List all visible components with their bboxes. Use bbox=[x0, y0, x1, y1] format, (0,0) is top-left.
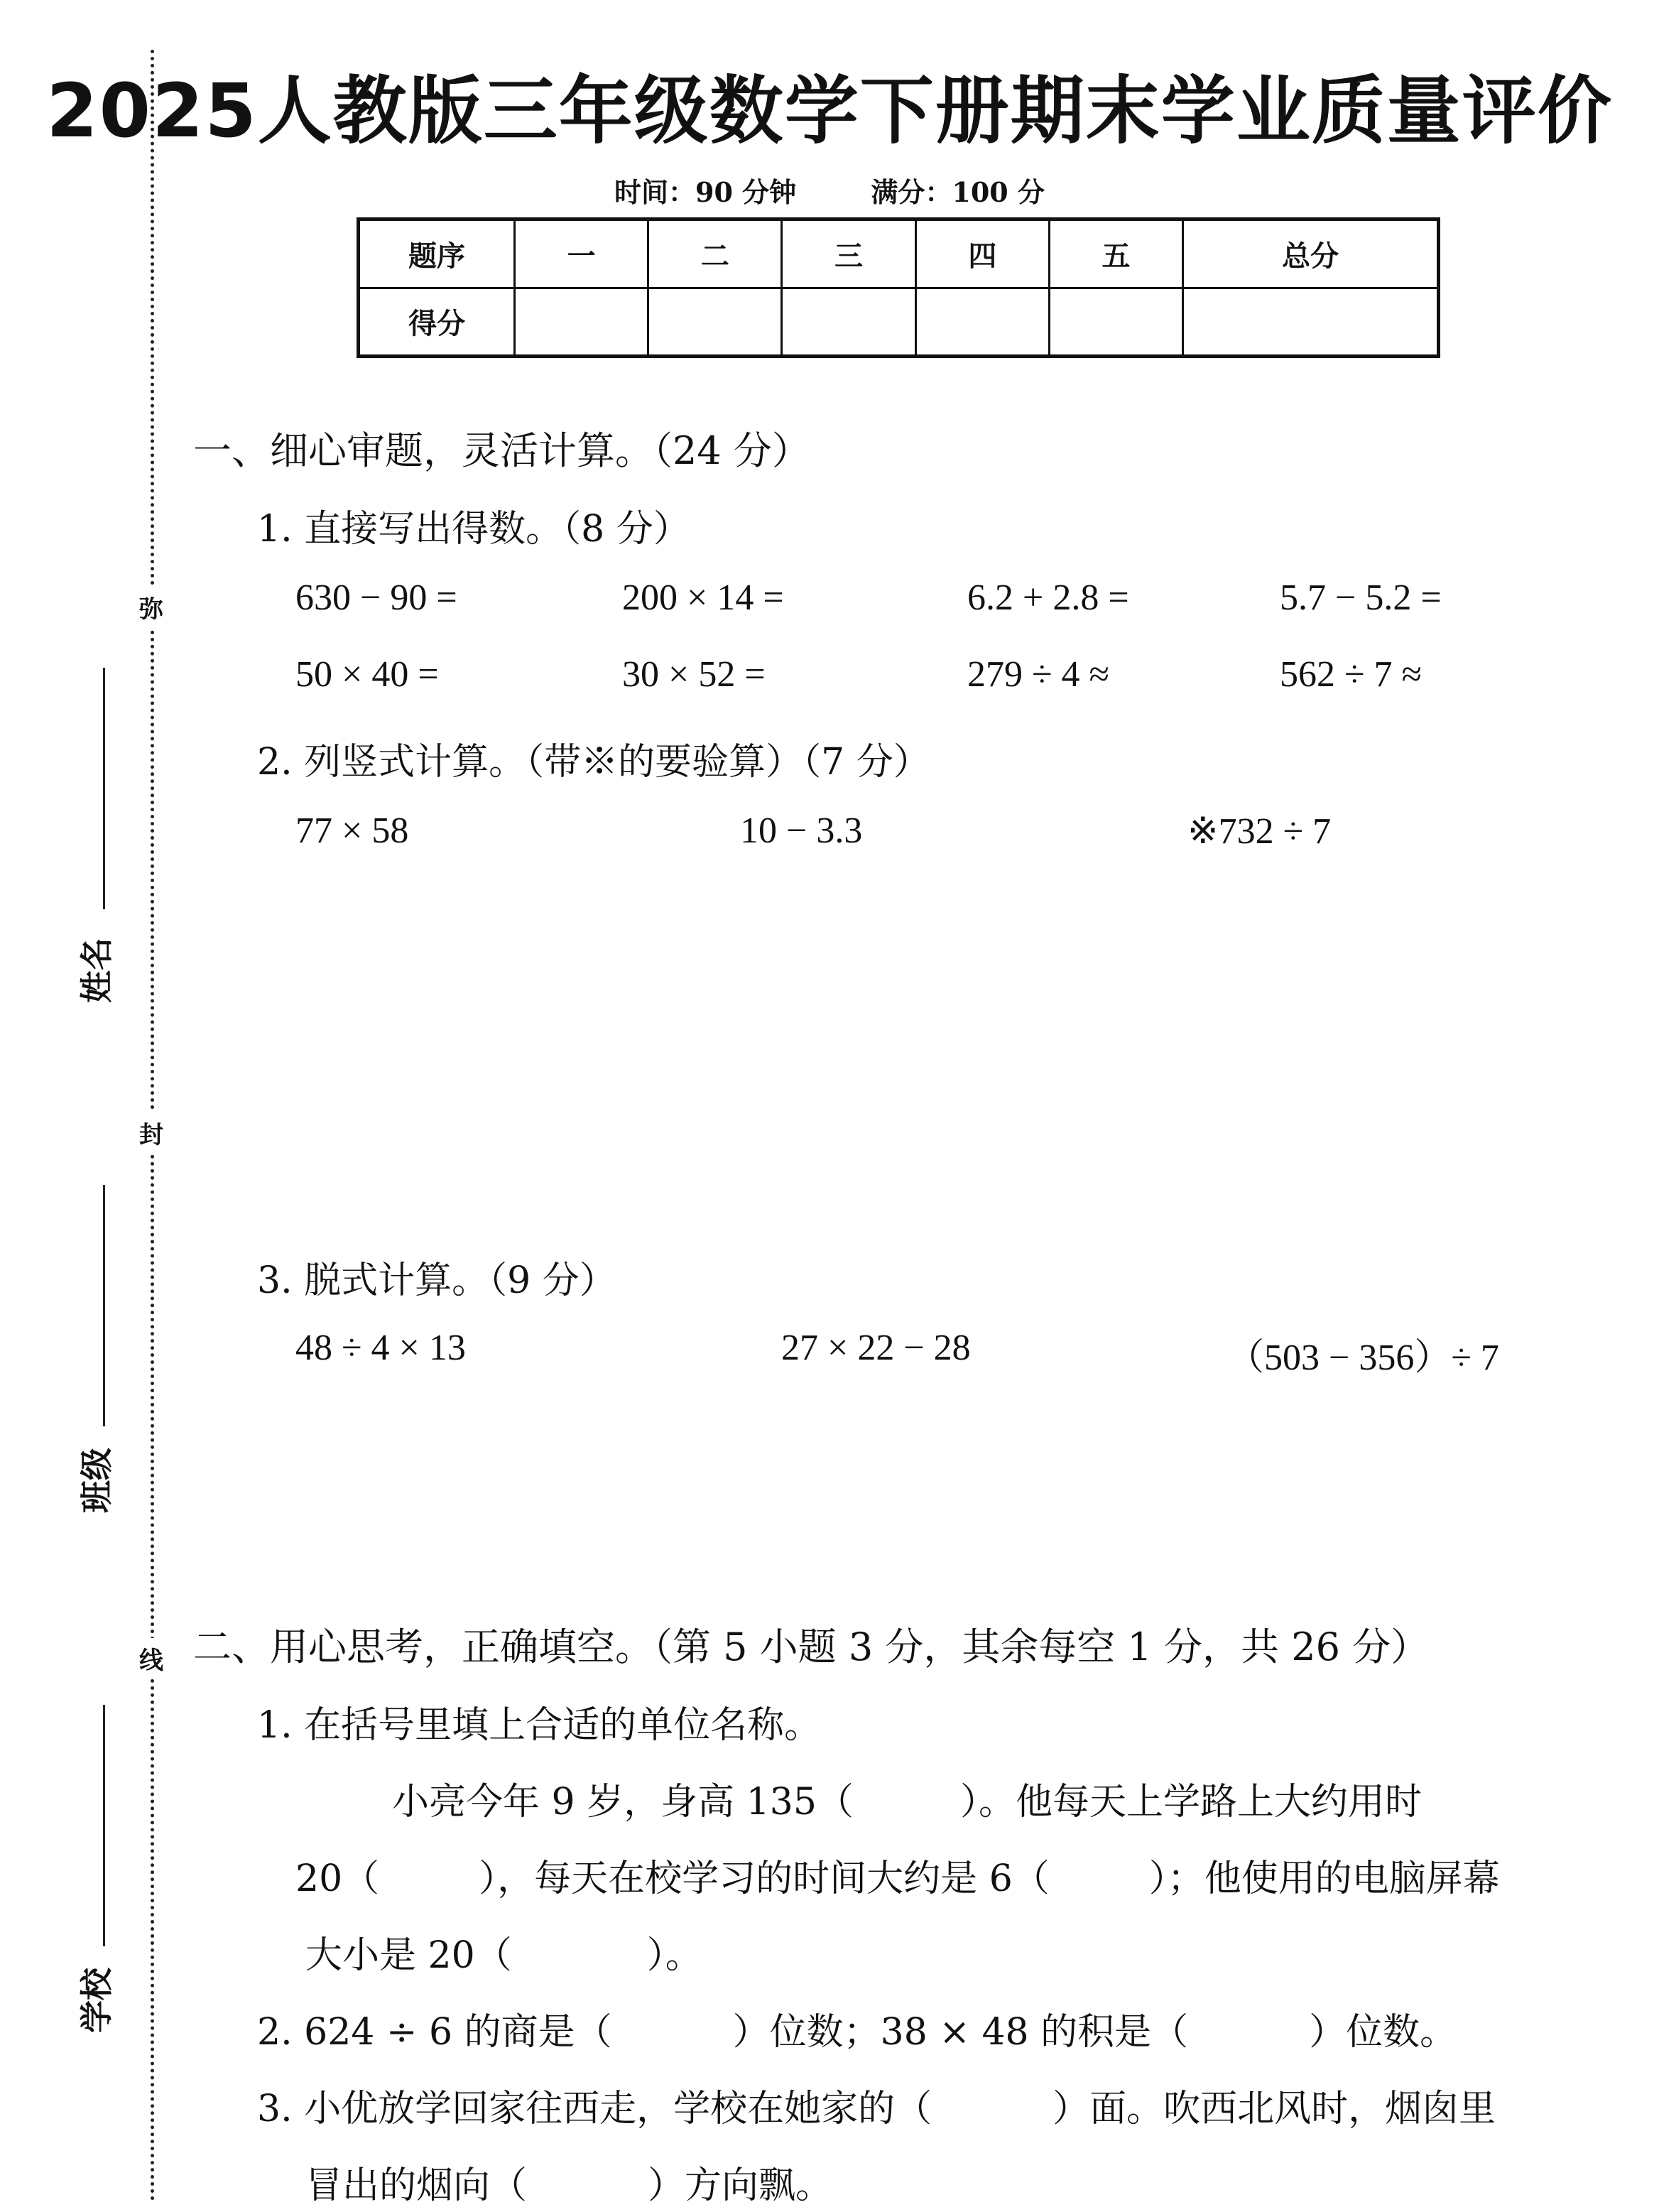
text: 小亮今年 9 岁，身高 135（ bbox=[392, 1781, 854, 1823]
text: ）。 bbox=[646, 1934, 702, 1977]
text: ）。他每天上学路上大约用时 bbox=[959, 1781, 1422, 1823]
s2-q2 bbox=[257, 2002, 1457, 2055]
s2-q1-label: 1. 在括号里填上合适的单位名称。 bbox=[257, 1704, 822, 1747]
score-cell[interactable] bbox=[915, 288, 1049, 357]
full-score: 满分：100 分 bbox=[871, 176, 1045, 208]
name-field-label: 姓名 bbox=[77, 938, 116, 1003]
score-cell[interactable] bbox=[1049, 288, 1182, 357]
class-write-line[interactable] bbox=[103, 1185, 105, 1426]
header-cell: 总分 bbox=[1183, 219, 1439, 288]
s2-q1-line2 bbox=[295, 1848, 1500, 1902]
s1-q1-expr: 30 × 52 = bbox=[622, 654, 766, 695]
header-cell: 三 bbox=[782, 219, 915, 288]
header-cell: 二 bbox=[648, 219, 782, 288]
s1-q1-expr: 200 × 14 = bbox=[622, 578, 784, 618]
text: 20（ bbox=[295, 1858, 380, 1900]
score-table-score-row bbox=[359, 288, 1439, 357]
s1-q2-expr: ※732 ÷ 7 bbox=[1187, 811, 1332, 852]
s2-q1-line1 bbox=[392, 1772, 1422, 1825]
text: ）方向飘。 bbox=[648, 2164, 833, 2207]
seal-mark-xian: 线 bbox=[139, 1638, 163, 1679]
score-row-label: 得分 bbox=[359, 288, 515, 357]
class-field-label: 班级 bbox=[77, 1448, 116, 1513]
s2-q3-line1 bbox=[257, 2078, 1496, 2132]
score-table-header-row bbox=[359, 219, 1439, 288]
school-write-line[interactable] bbox=[103, 1705, 105, 1946]
s1-q1-expr: 279 ÷ 4 ≈ bbox=[967, 654, 1110, 695]
text: 大小是 20（ bbox=[305, 1934, 512, 1977]
s1-q1-expr: 562 ÷ 7 ≈ bbox=[1280, 654, 1423, 695]
score-cell[interactable] bbox=[782, 288, 915, 357]
s1-q3-expr: （503 − 356）÷ 7 bbox=[1227, 1338, 1499, 1378]
section1-heading: 一、细心审题，灵活计算。（24 分） bbox=[193, 428, 810, 473]
text: ）面。吹西北风时，烟囱里 bbox=[1052, 2088, 1496, 2130]
s1-q2-label: 2. 列竖式计算。（带※的要验算）（7 分） bbox=[257, 741, 930, 784]
text: 冒出的烟向（ bbox=[305, 2164, 528, 2207]
s1-q3-expr: 27 × 22 − 28 bbox=[781, 1328, 971, 1368]
score-cell[interactable] bbox=[648, 288, 782, 357]
page-title: 2025人教版三年级数学下册期末学业质量评价 bbox=[46, 67, 1613, 154]
text: ）位数；38 × 48 的积是（ bbox=[732, 2011, 1189, 2054]
s1-q2-expr: 77 × 58 bbox=[295, 810, 409, 851]
s1-q1-expr: 6.2 + 2.8 = bbox=[967, 578, 1129, 618]
s1-q1-expr: 50 × 40 = bbox=[295, 654, 439, 695]
text: ）；他使用的电脑屏幕 bbox=[1148, 1858, 1500, 1900]
header-cell: 五 bbox=[1049, 219, 1182, 288]
time-limit: 时间：90 分钟 bbox=[614, 176, 797, 208]
header-cell: 题序 bbox=[359, 219, 515, 288]
text: 2. 624 ÷ 6 的商是（ bbox=[257, 2011, 612, 2054]
s1-q1-expr: 630 − 90 = bbox=[295, 578, 457, 618]
s1-q2-expr: 10 − 3.3 bbox=[740, 810, 863, 851]
s2-q3-line2 bbox=[305, 2155, 832, 2208]
s1-q3-expr: 48 ÷ 4 × 13 bbox=[295, 1328, 466, 1368]
score-table bbox=[357, 217, 1440, 358]
s2-q1-line3 bbox=[305, 1925, 702, 1978]
header-cell: 一 bbox=[515, 219, 648, 288]
s1-q3-label: 3. 脱式计算。（9 分） bbox=[257, 1259, 616, 1302]
score-cell[interactable] bbox=[1183, 288, 1439, 357]
section2-heading: 二、用心思考，正确填空。（第 5 小题 3 分，其余每空 1 分，共 26 分） bbox=[193, 1625, 1430, 1669]
seal-mark-mi: 弥 bbox=[139, 587, 163, 627]
s1-q1-label: 1. 直接写出得数。（8 分） bbox=[257, 508, 690, 551]
exam-info bbox=[0, 170, 1659, 210]
text: 3. 小优放学回家往西走，学校在她家的（ bbox=[257, 2088, 932, 2130]
text: ）位数。 bbox=[1309, 2011, 1457, 2054]
school-field-label: 学校 bbox=[77, 1968, 116, 2033]
seal-mark-feng: 封 bbox=[139, 1112, 163, 1153]
s1-q1-expr: 5.7 − 5.2 = bbox=[1280, 578, 1442, 618]
name-write-line[interactable] bbox=[103, 668, 105, 909]
score-cell[interactable] bbox=[515, 288, 648, 357]
header-cell: 四 bbox=[915, 219, 1049, 288]
text: ），每天在校学习的时间大约是 6（ bbox=[479, 1858, 1050, 1900]
